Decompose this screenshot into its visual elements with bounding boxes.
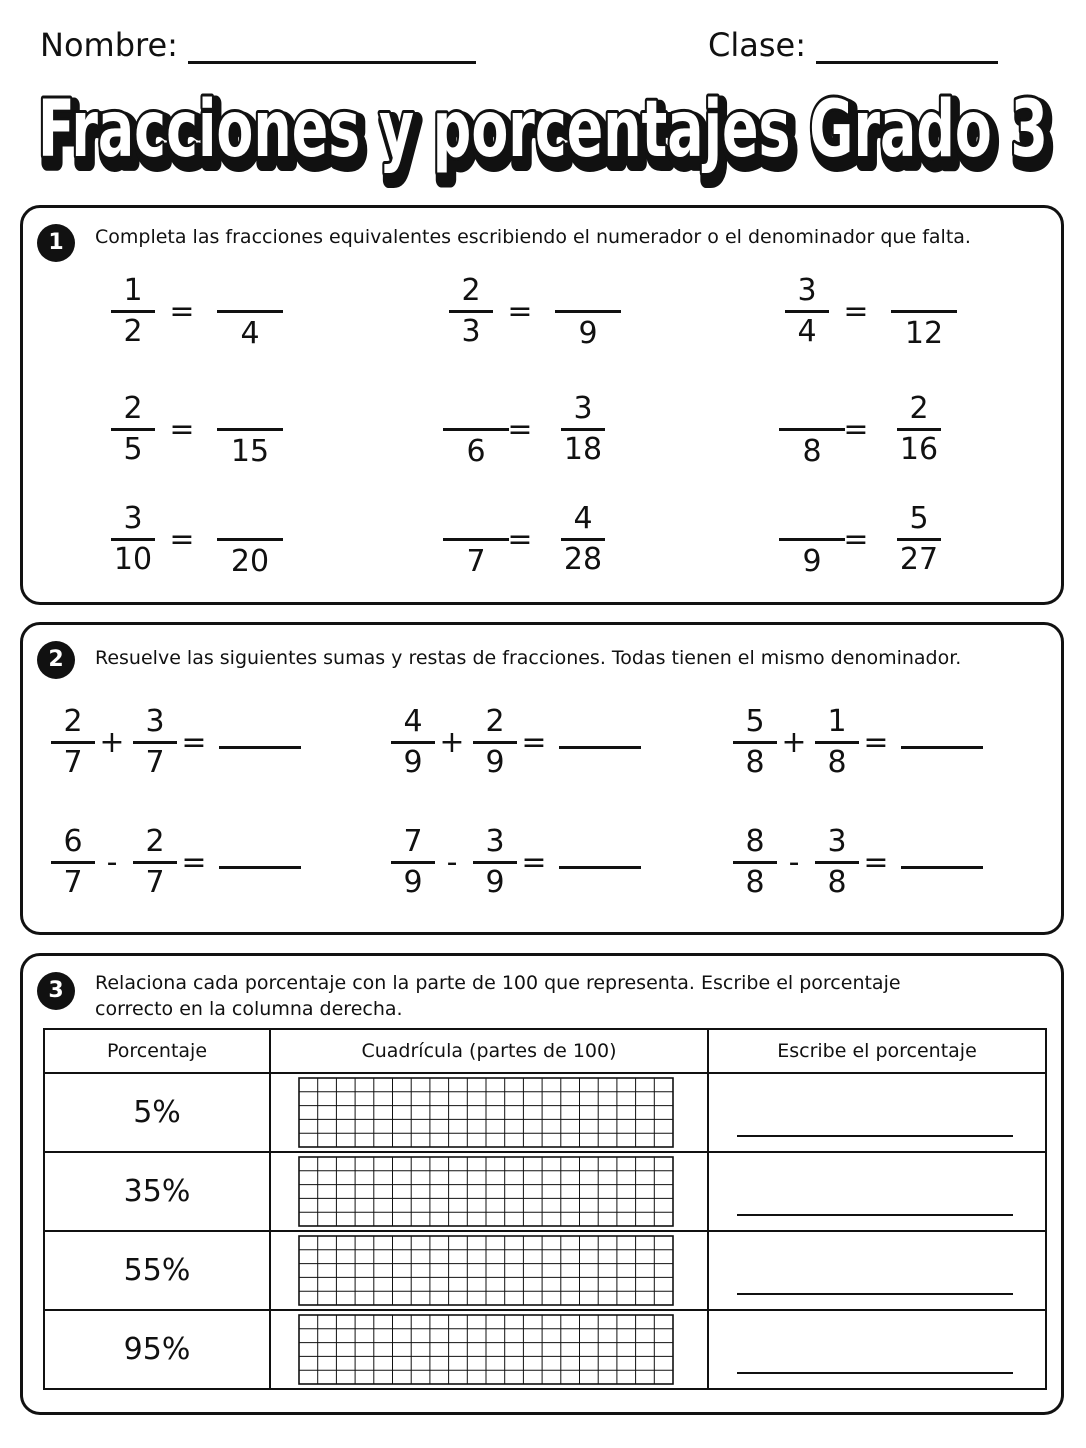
denominator: 8: [827, 745, 847, 780]
fraction-bar: [473, 741, 517, 744]
minus-sign: -: [106, 845, 118, 880]
right-fraction: [891, 392, 947, 467]
numerator: 4: [573, 501, 593, 536]
numerator: 4: [403, 704, 423, 739]
equals-sign: =: [169, 522, 195, 557]
answer-line[interactable]: [737, 1372, 1013, 1374]
second-fraction: [467, 705, 523, 780]
missing-numerator-blank[interactable]: [779, 428, 845, 431]
second-fraction: [127, 825, 183, 900]
section-add-subtract: [20, 622, 1064, 935]
equals-sign: =: [169, 294, 195, 329]
denominator: 16: [899, 432, 939, 467]
table-row: [44, 1152, 1046, 1231]
denominator: 9: [802, 544, 822, 579]
equals-sign: =: [181, 845, 207, 880]
minus-sign: -: [446, 845, 458, 880]
fraction-bar: [449, 310, 493, 313]
write-percentage-cell[interactable]: [708, 1310, 1046, 1389]
first-fraction: [45, 705, 101, 780]
answer-blank[interactable]: [901, 746, 983, 749]
denominator: 9: [403, 745, 423, 780]
missing-numerator-blank[interactable]: [443, 428, 509, 431]
left-fraction[interactable]: [443, 502, 509, 579]
numerator: 3: [797, 273, 817, 308]
first-fraction: [385, 705, 441, 780]
table-row: [44, 1310, 1046, 1389]
right-fraction[interactable]: [217, 274, 283, 351]
right-fraction: [555, 392, 611, 467]
fraction-bar: [733, 741, 777, 744]
name-blank[interactable]: [188, 27, 476, 64]
equals-sign: =: [507, 294, 533, 329]
percentage-value: 5%: [44, 1073, 270, 1152]
first-fraction: [45, 825, 101, 900]
denominator: 10: [113, 542, 153, 577]
first-fraction: [727, 825, 783, 900]
answer-line[interactable]: [737, 1214, 1013, 1216]
numerator: 7: [403, 824, 423, 859]
hundred-grid: [298, 1077, 674, 1148]
denominator: 20: [230, 544, 270, 579]
class-blank[interactable]: [816, 27, 998, 64]
numerator: 3: [485, 824, 505, 859]
denominator: 9: [485, 745, 505, 780]
equals-sign: =: [181, 725, 207, 760]
numerator: 5: [745, 704, 765, 739]
numerator: 8: [745, 824, 765, 859]
denominator: 7: [63, 865, 83, 900]
second-fraction: [809, 825, 865, 900]
denominator: 8: [802, 434, 822, 469]
fraction-bar: [133, 741, 177, 744]
right-fraction[interactable]: [555, 274, 621, 351]
name-label: Nombre:: [40, 26, 178, 64]
left-fraction: [105, 274, 161, 349]
equals-sign: =: [843, 294, 869, 329]
denominator: 18: [563, 432, 603, 467]
denominator: 28: [563, 542, 603, 577]
instruction-line-1: Relaciona cada porcentaje con la parte de 100 que representa. Escribe el porcentaje: [95, 972, 901, 994]
missing-numerator-blank[interactable]: [217, 310, 283, 313]
fraction-bar: [815, 861, 859, 864]
section-instruction: [95, 970, 901, 1022]
write-percentage-cell[interactable]: [708, 1073, 1046, 1152]
hundred-grid: [298, 1156, 674, 1227]
table-row: [44, 1073, 1046, 1152]
percentage-value: 55%: [44, 1231, 270, 1310]
answer-blank[interactable]: [219, 866, 301, 869]
left-fraction: [105, 392, 161, 467]
denominator: 9: [578, 316, 598, 351]
denominator: 6: [466, 434, 486, 469]
denominator: 27: [899, 542, 939, 577]
numerator: 2: [145, 824, 165, 859]
equals-sign: =: [507, 522, 533, 557]
missing-numerator-blank[interactable]: [555, 310, 621, 313]
column-header-write: Escribe el porcentaje: [708, 1029, 1046, 1073]
percentage-value: 35%: [44, 1152, 270, 1231]
fraction-bar: [391, 861, 435, 864]
second-fraction: [127, 705, 183, 780]
right-fraction[interactable]: [217, 502, 283, 579]
worksheet-title: [0, 78, 1086, 198]
fraction-bar: [815, 741, 859, 744]
numerator: 3: [145, 704, 165, 739]
numerator: 2: [63, 704, 83, 739]
fraction-bar: [561, 538, 605, 541]
first-fraction: [385, 825, 441, 900]
numerator: 1: [827, 704, 847, 739]
denominator: 4: [797, 314, 817, 349]
first-fraction: [727, 705, 783, 780]
numerator: 2: [909, 391, 929, 426]
denominator: 9: [485, 865, 505, 900]
name-field[interactable]: [40, 26, 476, 64]
missing-numerator-blank[interactable]: [217, 428, 283, 431]
numerator: 3: [827, 824, 847, 859]
numerator: 6: [63, 824, 83, 859]
section-instruction: Completa las fracciones equivalentes escribiendo el numerador o el denominador que falta.: [95, 226, 971, 248]
left-fraction[interactable]: [443, 392, 509, 469]
fraction-bar: [51, 741, 95, 744]
column-header-percentage: Porcentaje: [44, 1029, 270, 1073]
class-field[interactable]: [708, 26, 998, 64]
numerator: 1: [123, 273, 143, 308]
equals-sign: =: [521, 845, 547, 880]
section-number-badge: 3: [37, 972, 75, 1010]
header-row: [40, 26, 1000, 70]
second-fraction: [467, 825, 523, 900]
left-fraction: [105, 502, 161, 577]
fraction-bar: [391, 741, 435, 744]
grid-cell: [270, 1073, 708, 1152]
grid-cell: [270, 1310, 708, 1389]
percentage-value: 95%: [44, 1310, 270, 1389]
equals-sign: =: [863, 845, 889, 880]
numerator: 2: [461, 273, 481, 308]
title-text: Fracciones y porcentajes Grado 3: [38, 85, 1048, 175]
equals-sign: =: [843, 522, 869, 557]
numerator: 5: [909, 501, 929, 536]
table-header-row: [44, 1029, 1046, 1073]
equals-sign: =: [169, 412, 195, 447]
missing-numerator-blank[interactable]: [779, 538, 845, 541]
hundred-grid: [298, 1235, 674, 1306]
section-number-badge: 1: [37, 224, 75, 262]
fraction-bar: [473, 861, 517, 864]
percentage-table: [43, 1028, 1047, 1390]
write-percentage-cell[interactable]: [708, 1152, 1046, 1231]
denominator: 8: [745, 745, 765, 780]
fraction-bar: [111, 310, 155, 313]
grid-cell: [270, 1231, 708, 1310]
denominator: 8: [827, 865, 847, 900]
equals-sign: =: [507, 412, 533, 447]
denominator: 7: [145, 865, 165, 900]
denominator: 3: [461, 314, 481, 349]
section-percentages: [20, 953, 1064, 1415]
answer-blank[interactable]: [559, 866, 641, 869]
plus-sign: +: [439, 725, 465, 760]
fraction-bar: [785, 310, 829, 313]
fraction-bar: [897, 428, 941, 431]
answer-blank[interactable]: [219, 746, 301, 749]
denominator: 8: [745, 865, 765, 900]
table-row: [44, 1231, 1046, 1310]
title-shadow: Fracciones y porcentajes Grado 3: [42, 92, 1052, 182]
equals-sign: =: [863, 725, 889, 760]
fraction-bar: [133, 861, 177, 864]
answer-blank[interactable]: [901, 866, 983, 869]
second-fraction: [809, 705, 865, 780]
plus-sign: +: [99, 725, 125, 760]
missing-numerator-blank[interactable]: [217, 538, 283, 541]
grid-cell: [270, 1152, 708, 1231]
denominator: 7: [145, 745, 165, 780]
fraction-bar: [111, 538, 155, 541]
denominator: 5: [123, 432, 143, 467]
hundred-grid: [298, 1314, 674, 1385]
numerator: 3: [123, 501, 143, 536]
right-fraction[interactable]: [217, 392, 283, 469]
left-fraction[interactable]: [779, 502, 845, 579]
answer-blank[interactable]: [559, 746, 641, 749]
fraction-bar: [51, 861, 95, 864]
denominator: 7: [466, 544, 486, 579]
answer-line[interactable]: [737, 1135, 1013, 1137]
equals-sign: =: [521, 725, 547, 760]
fraction-bar: [733, 861, 777, 864]
denominator: 15: [230, 434, 270, 469]
class-label: Clase:: [708, 26, 806, 64]
denominator: 4: [240, 316, 260, 351]
section-number-badge: 2: [37, 641, 75, 679]
plus-sign: +: [781, 725, 807, 760]
answer-line[interactable]: [737, 1293, 1013, 1295]
section-instruction: Resuelve las siguientes sumas y restas de fracciones. Todas tienen el mismo denominador.: [95, 647, 962, 669]
right-fraction: [555, 502, 611, 577]
fraction-bar: [897, 538, 941, 541]
write-percentage-cell[interactable]: [708, 1231, 1046, 1310]
left-fraction: [779, 274, 835, 349]
missing-numerator-blank[interactable]: [891, 310, 957, 313]
right-fraction[interactable]: [891, 274, 957, 351]
equals-sign: =: [843, 412, 869, 447]
minus-sign: -: [788, 845, 800, 880]
left-fraction: [443, 274, 499, 349]
fraction-bar: [111, 428, 155, 431]
section-equivalent-fractions: [20, 205, 1064, 605]
column-header-grid: Cuadrícula (partes de 100): [270, 1029, 708, 1073]
denominator: 9: [403, 865, 423, 900]
denominator: 12: [904, 316, 944, 351]
numerator: 2: [485, 704, 505, 739]
denominator: 2: [123, 314, 143, 349]
left-fraction[interactable]: [779, 392, 845, 469]
right-fraction: [891, 502, 947, 577]
denominator: 7: [63, 745, 83, 780]
instruction-line-2: correcto en la columna derecha.: [95, 998, 403, 1020]
missing-numerator-blank[interactable]: [443, 538, 509, 541]
numerator: 2: [123, 391, 143, 426]
fraction-bar: [561, 428, 605, 431]
numerator: 3: [573, 391, 593, 426]
